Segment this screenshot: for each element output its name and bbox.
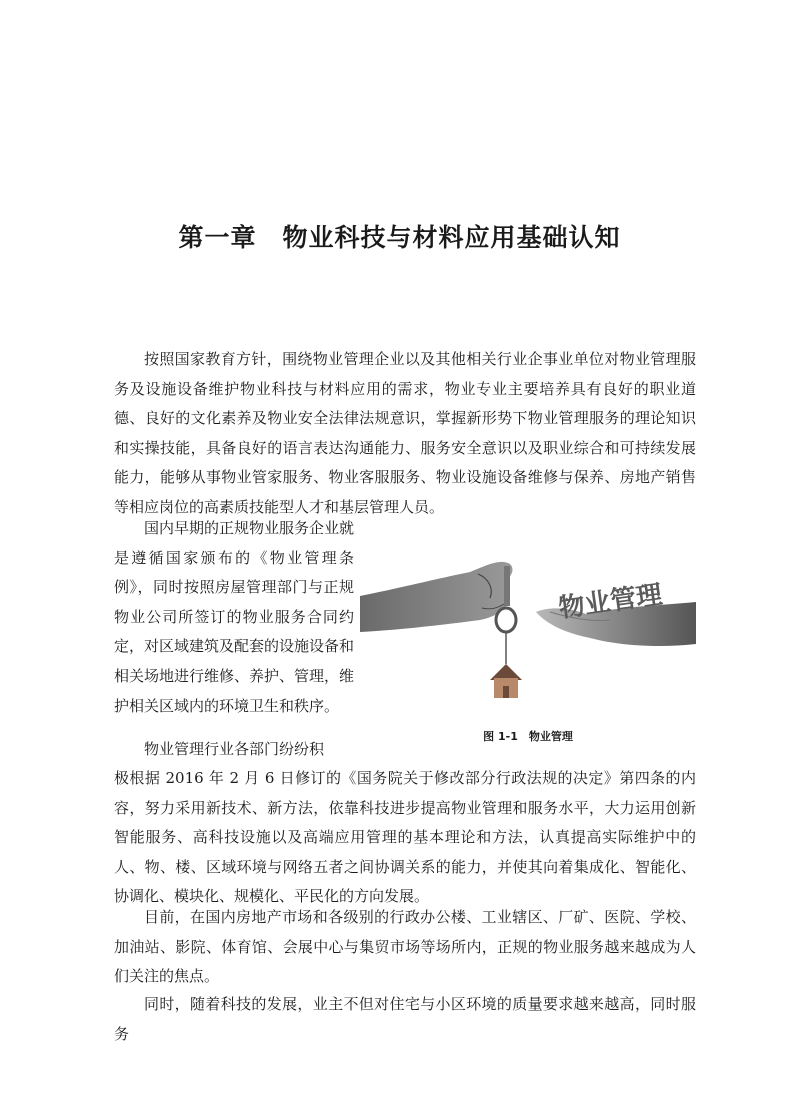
paragraph-industry-start: 物业管理行业各部门纷纷积 <box>144 740 325 758</box>
house-keychain-icon <box>490 664 522 698</box>
paragraph-early-property-services: 国内早期的正规物业服务企业就是遵循国家颁布的《物业管理条例》，同时按照房屋管理部门与正规物业公司所签订的物业服务合同约定，对区域建筑及配套的设施设备和相关场地进行维修、养护、管理，维护相关区域内的环境卫生和秩序。 <box>114 519 355 715</box>
figure-property-management <box>360 548 696 708</box>
left-hand-icon <box>360 562 512 632</box>
figure-3d-text: 物业管理 <box>556 579 665 625</box>
key-icon <box>504 566 510 606</box>
figure-caption: 图 1-1 物业管理 <box>483 730 573 743</box>
paragraph-current-market: 目前，在国内房地产市场和各级别的行政办公楼、工业辖区、厂矿、医院、学校、加油站、影院、体育馆、会展中心与集贸市场等场所内，正规的物业服务越来越成为人们关注的焦点。 <box>114 908 696 985</box>
paragraph-education-policy: 按照国家教育方针，围绕物业管理企业以及其他相关行业企事业单位对物业管理服务及设施设备维护物业科技与材料应用的需求，物业专业主要培养具有良好的职业道德、良好的文化素养及物业安全法律法规意识，掌握新形势下物业管理服务的理论知识和实操技能，具备良好的语言表达沟通能力、服务安全意识以及职业综合和可持续发展能力，能够从事物业管家服务、物业客服服务、物业设施设备维修与保养、房地产销售等相应岗位的高素质技能型人才和基层管理人员。 <box>114 350 696 516</box>
chapter-title: 第一章 物业科技与材料应用基础认知 <box>178 223 621 252</box>
key-ring-icon <box>496 608 516 632</box>
paragraph-technology-development: 同时，随着科技的发展，业主不但对住宅与小区环境的质量要求越来越高，同时服务 <box>114 995 696 1043</box>
paragraph-industry-continued: 极根据 2016 年 2 月 6 日修订的《国务院关于修改部分行政法规的决定》第四条的内容，努力采用新技术、新方法，依靠科技进步提高物业管理和服务水平，大力运用创新智能服务、高科技设施以及高端应用管理的基本理论和方法，认真提高实际维护中的人、物、楼、区域环境与网络五者之间协调关系的能力，并使其向着集成化、智能化、协调化、模块化、规模化、平民化的方向发展。 <box>114 769 696 905</box>
hands-with-key-illustration <box>360 548 696 708</box>
